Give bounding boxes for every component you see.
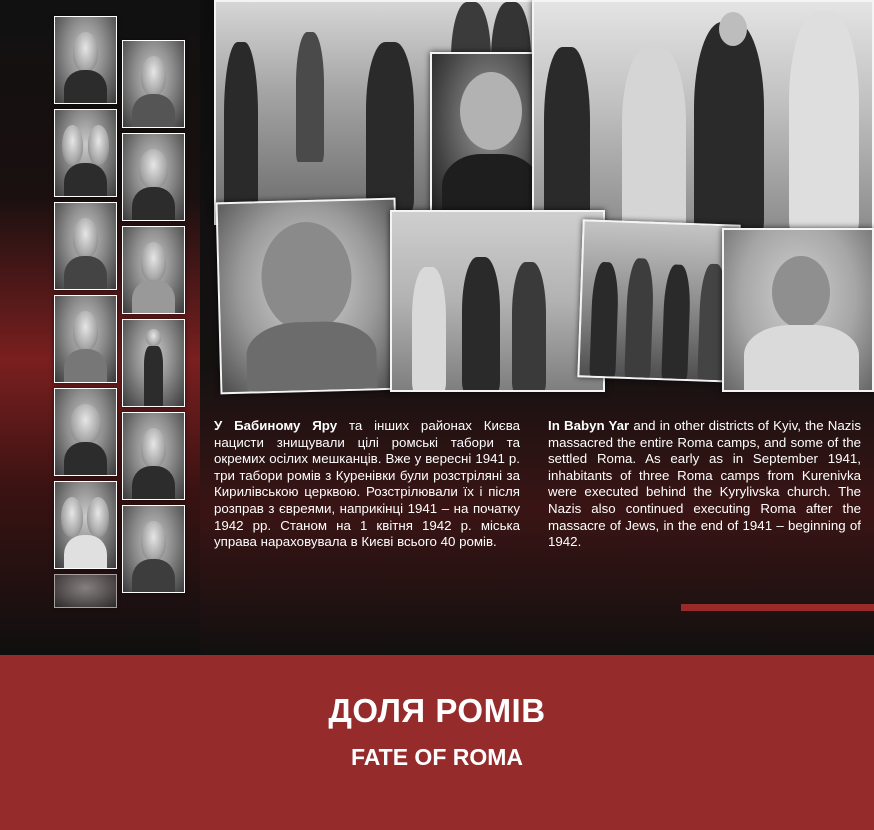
portrait-photo bbox=[122, 319, 185, 407]
title-banner bbox=[0, 655, 874, 830]
roma-field-photo bbox=[390, 210, 605, 392]
text-english-lead: In Babyn Yar bbox=[548, 418, 630, 433]
portrait-photo bbox=[122, 226, 185, 314]
title-ukrainian: ДОЛЯ РОМІВ bbox=[328, 692, 546, 729]
accent-line bbox=[681, 604, 874, 611]
portrait-photo bbox=[54, 481, 117, 569]
girl-portrait-photo bbox=[216, 198, 401, 395]
roma-group-photo bbox=[532, 0, 874, 238]
text-english bbox=[548, 418, 861, 551]
portrait-photo bbox=[54, 295, 117, 383]
men-group-photo bbox=[577, 219, 740, 382]
portrait-photo bbox=[122, 505, 185, 593]
portrait-photo bbox=[54, 574, 117, 608]
portrait-photo bbox=[122, 40, 185, 128]
portrait-photo bbox=[54, 388, 117, 476]
portrait-photo bbox=[122, 133, 185, 221]
portrait-photo bbox=[54, 109, 117, 197]
woman-portrait-photo bbox=[722, 228, 874, 392]
portrait-photo bbox=[122, 412, 185, 500]
man-portrait-photo bbox=[430, 52, 548, 217]
text-ukrainian-body: та інших районах Києва нацисти знищували цілі ромські табори та окремих осілих мешканців. Вже у вересні 1941 р. три табори ромів з Куренівки були розстріляні за Кирилівською церквою. Розстрілювали їх і після розправ з євреями, наприкінці 1941 – на початку 1942 рр. Станом на 1 квітня 1942 р. міська управа нараховувала в Києві всього 40 ромів. bbox=[214, 418, 521, 550]
portrait-photo bbox=[54, 16, 117, 104]
text-ukrainian bbox=[214, 418, 520, 551]
text-english-body: and in other districts of Kyiv, the Nazis massacred the entire Roma camps, and some of the settled Roma. As early as in September 1941, inhabitants of three Roma camps from Kurenivka were executed behind the Kyrylivska church. The Nazis also continued executing Roma after the massacre of Jews, in the end of 1941 – beginning of 1942. bbox=[548, 418, 861, 550]
text-ukrainian-lead: У Бабиному Яру bbox=[214, 418, 338, 433]
portrait-photo bbox=[54, 202, 117, 290]
title-english: FATE OF ROMA bbox=[350, 744, 524, 770]
